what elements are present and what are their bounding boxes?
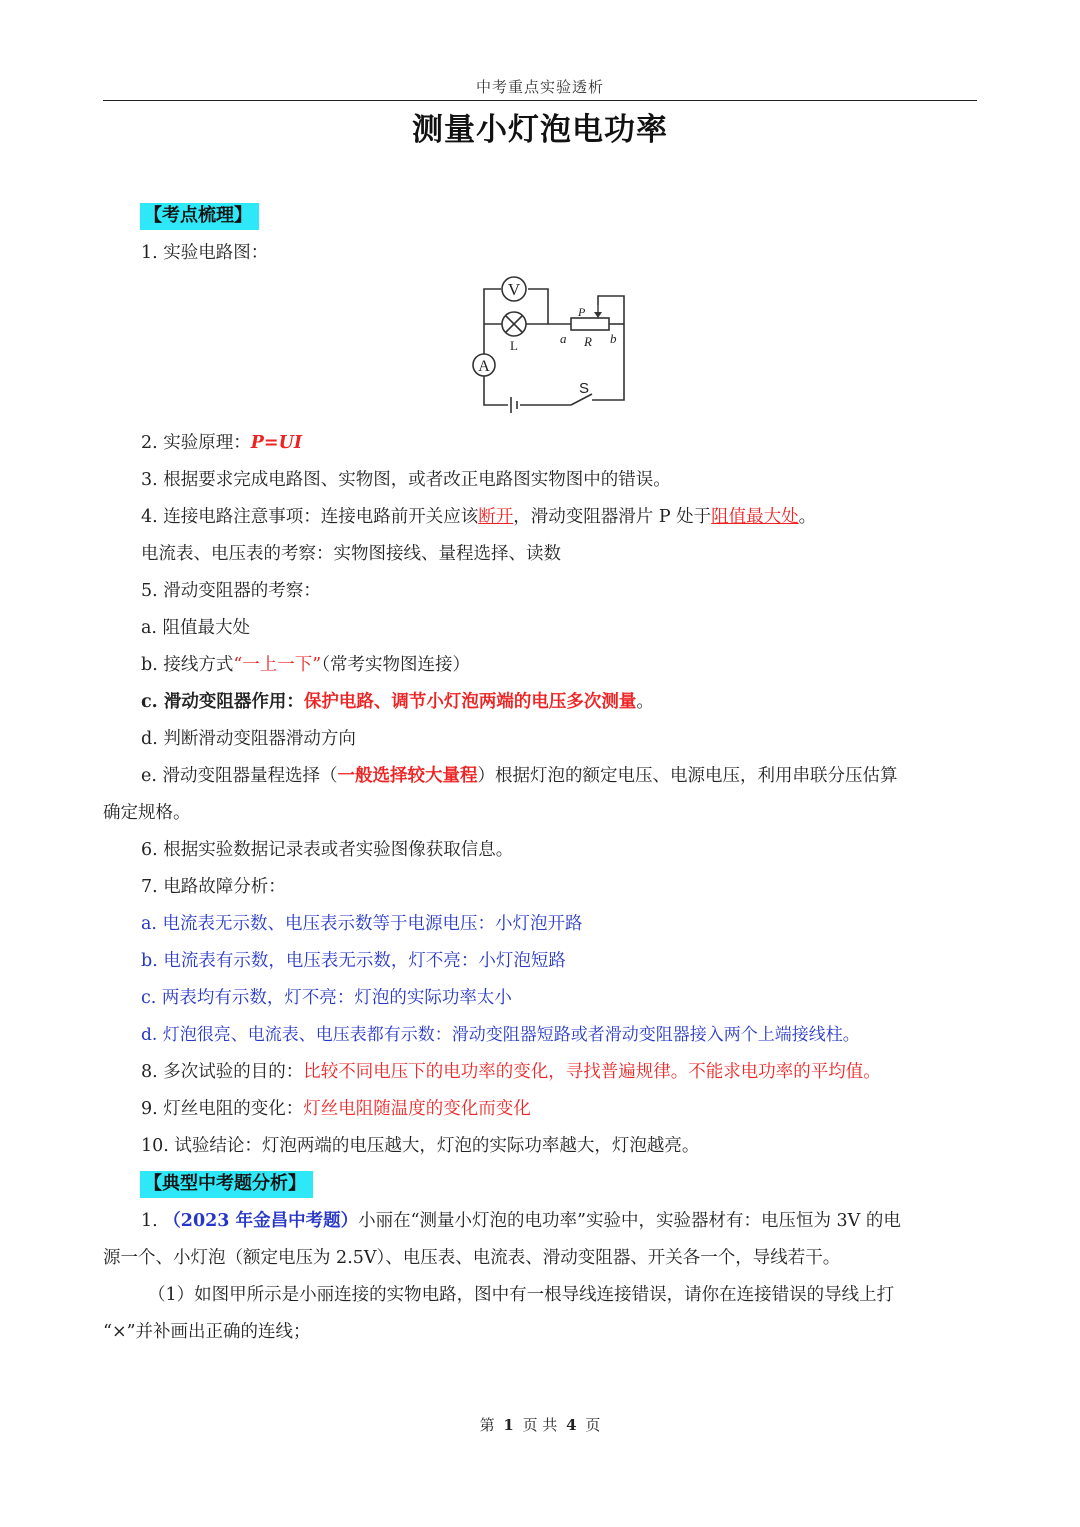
formula-p-ui: P=UI	[250, 433, 303, 453]
end-a-label: a	[560, 331, 567, 346]
page-total: 4	[566, 1416, 577, 1434]
item-7b: b. 电流表有示数，电压表无示数，灯不亮：小灯泡短路	[141, 951, 566, 971]
item-5e-label: e. 滑动变阻器量程选择（	[141, 766, 338, 786]
slider-label: P	[578, 305, 586, 319]
page-title: 测量小灯泡电功率	[412, 112, 668, 148]
item-5e-text: ）根据灯泡的额定电压、电源电压，利用串联分压估算	[477, 766, 898, 786]
question-1-number: 1.	[141, 1211, 164, 1231]
item-5c	[141, 690, 654, 714]
item-10: 10. 试验结论：灯泡两端的电压越大，灯泡的实际功率越大，灯泡越亮。	[141, 1136, 700, 1156]
footer-prefix: 第	[479, 1416, 495, 1434]
question-1-source: （2023 年金昌中考题）	[163, 1211, 359, 1231]
item-5d: d. 判断滑动变阻器滑动方向	[141, 729, 356, 749]
header-divider	[103, 100, 977, 101]
item-5c-period: 。	[636, 692, 654, 712]
end-b-label: b	[610, 331, 617, 346]
page-number: 1	[503, 1416, 514, 1434]
item-5e	[141, 764, 897, 788]
item-9-highlight: 灯丝电阻随温度的变化而变化	[303, 1099, 531, 1119]
lamp-icon	[502, 312, 526, 336]
circuit-diagram	[468, 272, 640, 418]
item-5e-highlight: 一般选择较大量程	[337, 766, 478, 786]
item-2-label: 2. 实验原理：	[141, 433, 251, 453]
item-7: 7. 电路故障分析：	[141, 877, 286, 897]
item-4-period: 。	[798, 507, 817, 527]
item-5e-cont: 确定规格。	[103, 803, 191, 823]
item-8	[141, 1060, 881, 1084]
item-6: 6. 根据实验数据记录表或者实验图像获取信息。	[141, 840, 514, 860]
lamp-label: L	[510, 338, 518, 353]
resistor-label: R	[584, 334, 592, 349]
item-3: 3. 根据要求完成电路图、实物图，或者改正电路图实物图中的错误。	[141, 470, 671, 490]
item-4-text: 4. 连接电路注意事项：连接电路前开关应该	[141, 507, 479, 527]
question-1-cont: 源一个、小灯泡（额定电压为 2.5V）、电压表、电流表、滑动变阻器、开关各一个，导线若干。	[103, 1248, 841, 1268]
item-8-highlight: 比较不同电压下的电功率的变化，寻找普遍规律。不能求电功率的平均值。	[303, 1062, 881, 1082]
section-tag-exam-analysis: 【典型中考题分析】	[140, 1171, 313, 1198]
item-4-highlight-max: 阻值最大处	[711, 507, 799, 527]
question-1-part-1-cont: “×”并补画出正确的连线；	[103, 1322, 311, 1342]
question-1-part-1: （1）如图甲所示是小丽连接的实物电路，图中有一根导线连接错误，请你在连接错误的导线上打	[148, 1285, 895, 1305]
item-8-label: 8. 多次试验的目的：	[141, 1062, 304, 1082]
running-header: 中考重点实验透析	[475, 78, 604, 96]
item-5b-highlight: “一上一下”	[233, 655, 322, 675]
item-5: 5. 滑动变阻器的考察：	[141, 581, 321, 601]
footer-middle: 页 共	[522, 1416, 558, 1434]
item-9-label: 9. 灯丝电阻的变化：	[141, 1099, 304, 1119]
ammeter-label: A	[478, 358, 490, 375]
item-7a: a. 电流表无示数、电压表示数等于电源电压：小灯泡开路	[141, 914, 583, 934]
item-1: 1. 实验电路图：	[141, 243, 269, 263]
item-7d: d. 灯泡很亮、电流表、电压表都有示数：滑动变阻器短路或者滑动变阻器接入两个上端接线柱。	[141, 1025, 860, 1045]
question-1-text: 小丽在“测量小灯泡的电功率”实验中，实验器材有：电压恒为 3V 的电	[358, 1211, 901, 1231]
voltmeter-label: V	[507, 280, 521, 299]
question-1	[141, 1209, 901, 1233]
item-4-text-2: ，滑动变阻器滑片 P 处于	[513, 507, 712, 527]
item-7c: c. 两表均有示数，灯不亮：灯泡的实际功率太小	[141, 988, 512, 1008]
item-5b	[141, 653, 470, 677]
footer-suffix: 页	[585, 1416, 601, 1434]
item-5c-highlight: 保护电路、调节小灯泡两端的电压多次测量	[303, 692, 637, 712]
rheostat-icon	[571, 305, 609, 330]
item-9	[141, 1097, 531, 1121]
item-5a: a. 阻值最大处	[141, 618, 251, 638]
item-2	[141, 431, 302, 455]
item-4	[141, 505, 816, 529]
item-5c-label: c. 滑动变阻器作用：	[141, 692, 304, 712]
item-4-sub: 电流表、电压表的考察：实物图接线、量程选择、读数	[141, 544, 561, 564]
item-5b-note: （常考实物图连接）	[321, 655, 470, 675]
section-tag-key-points: 【考点梳理】	[140, 203, 259, 230]
page-footer	[0, 1414, 1080, 1435]
item-5b-label: b. 接线方式	[141, 655, 234, 675]
item-4-highlight-open: 断开	[478, 507, 514, 527]
switch-label: S	[579, 380, 590, 397]
